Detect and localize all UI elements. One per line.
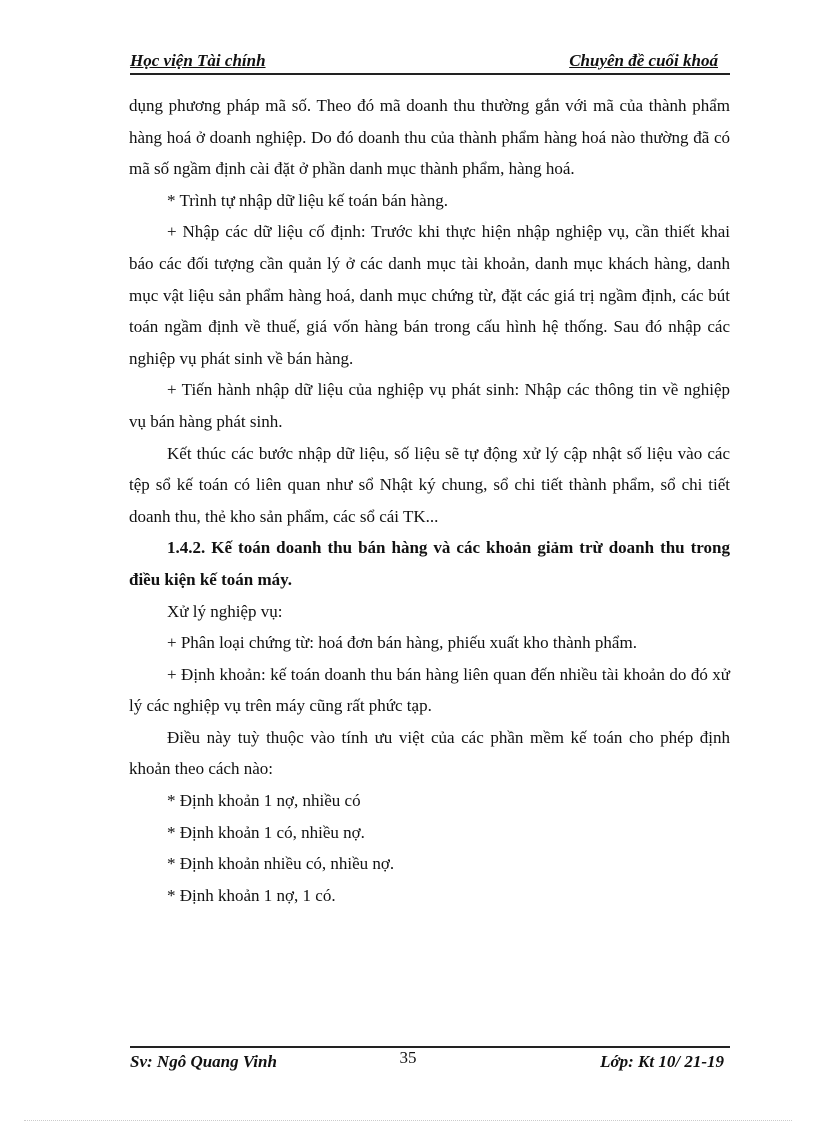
paragraph: + Nhập các dữ liệu cố định: Trước khi thực hiện nhập nghiệp vụ, cần thiết khai báo các đối tượng cần quản lý ở các danh mục tài khoản, danh mục khách hàng, danh mục vật liệu sản phẩm hàng hoá, danh mục chứng từ, đặt các giá trị ngầm định, các bút toán ngầm định về thuế, giá vốn hàng bán trong cấu hình hệ thống. Sau đó nhập các nghiệp vụ phát sinh về bán hàng.	[129, 222, 730, 368]
section-heading: 1.4.2. Kế toán doanh thu bán hàng và các khoản giảm trừ doanh thu trong điều kiện kế toán máy.	[129, 538, 730, 589]
paragraph: Xử lý nghiệp vụ:	[167, 601, 283, 621]
list-item: * Định khoản 1 nợ, nhiều có	[167, 791, 361, 811]
footer-class: Lớp: Kt 10/ 21-19	[600, 1052, 724, 1071]
paragraph: + Định khoản: kế toán doanh thu bán hàng liên quan đến nhiều tài khoản do đó xử lý các nghiệp vụ trên máy cũng rất phức tạp.	[129, 664, 730, 716]
paragraph: Điều này tuỳ thuộc vào tính ưu việt của các phần mềm kế toán cho phép định khoản theo cách nào:	[129, 727, 730, 779]
page-edge-divider	[24, 1120, 792, 1121]
list-item: * Định khoản 1 có, nhiều nợ.	[167, 822, 365, 842]
paragraph: * Trình tự nhập dữ liệu kế toán bán hàng.	[167, 190, 448, 210]
page-body	[129, 90, 730, 911]
list-item: * Định khoản nhiều có, nhiều nợ.	[167, 854, 395, 874]
list-item: * Định khoản 1 nợ, 1 có.	[167, 885, 336, 905]
paragraph: Kết thúc các bước nhập dữ liệu, số liệu sẽ tự động xử lý cập nhật số liệu vào các tệp sổ kế toán có liên quan như sổ Nhật ký chung, sổ chi tiết thành phẩm, sổ chi tiết doanh thu, thẻ kho sản phẩm, các sổ cái TK...	[129, 443, 730, 526]
paragraph: + Tiến hành nhập dữ liệu của nghiệp vụ phát sinh: Nhập các thông tin về nghiệp vụ bán hàng phát sinh.	[129, 380, 730, 431]
footer-student: Sv: Ngô Quang Vinh	[130, 1052, 277, 1071]
header-doc-type: Chuyên đề cuối khoá	[569, 51, 718, 70]
page-number: 35	[399, 1048, 417, 1067]
page-header	[130, 49, 730, 75]
header-institution: Học viện Tài chính	[130, 51, 266, 70]
paragraph: dụng phương pháp mã số. Theo đó mã doanh thu thường gắn với mã của thành phẩm hàng hoá ở doanh nghiệp. Do đó doanh thu của thành phẩm hàng hoá nào thường đã có mã số ngầm định cài đặt ở phần danh mục thành phẩm, hàng hoá.	[129, 96, 730, 179]
paragraph: + Phân loại chứng từ: hoá đơn bán hàng, phiếu xuất kho thành phẩm.	[167, 633, 637, 653]
